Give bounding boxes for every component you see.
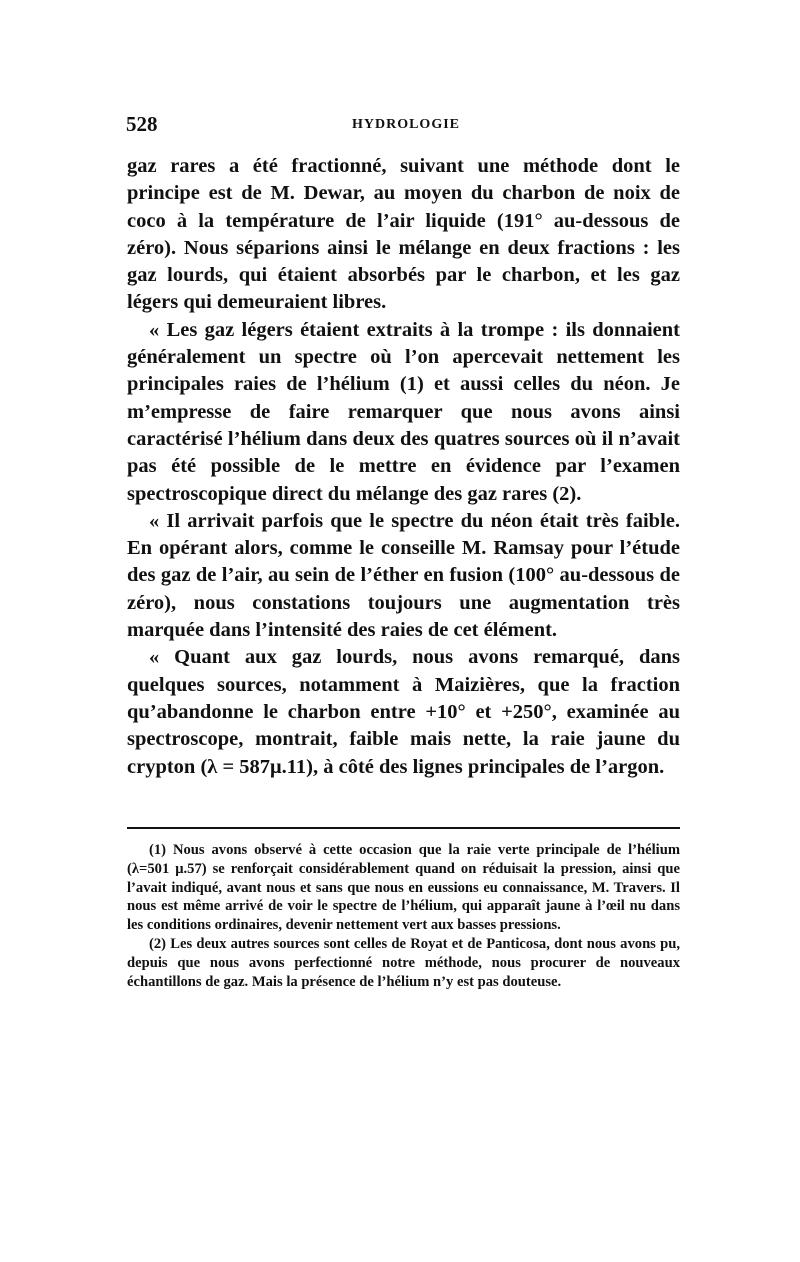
footnote-rule (127, 827, 680, 829)
running-title: HYDROLOGIE (351, 117, 460, 132)
footnotes (127, 841, 680, 991)
paragraph: « Il arrivait parfois que le spectre du néon était très faible. En opérant alors, comme le conseille M. Ramsay pour l’étude des gaz de l’air, au sein de l’éther en fusion (100° au-dessous de zéro), nous constations toujours une augmentation très marquée dans l’intensité des raies de cet élément. (127, 509, 680, 642)
paragraph: « Quant aux gaz lourds, nous avons remarqué, dans quelques sources, notamment à Maizières, que la fraction qu’abandonne le charbon entre +10° et +250°, examinée au spectroscope, montrait, faible mais nette, la raie jaune du crypton (λ = 587μ.11), à côté des lignes principales de l’argon. (127, 646, 680, 778)
footnote: (1) Nous avons observé à cette occasion que la raie verte principale de l’hélium (λ=501 μ.57) se renforçait considérablement quand on réduisait la pression, ainsi que l’avait indiqué, avant nous et sans que nous en eussions eu connaissance, M. Travers. Il nous est même arrivé de voir le spectre de l’hélium, qui apparaît jaune à l’œil nu dans les conditions ordinaires, devenir nettement vert aux basses pressions. (127, 842, 680, 934)
footnote: (2) Les deux autres sources sont celles de Royat et de Panticosa, dont nous avons pu, depuis que nous avons perfectionné notre méthode, nous procurer de nouveaux échantillons de gaz. Mais la présence de l’hélium n’y est pas douteuse. (127, 935, 680, 990)
page-header (126, 112, 686, 142)
paragraph: « Les gaz légers étaient extraits à la trompe : ils donnaient généralement un spectre où l’on apercevait nettement les principales raies de l’hélium (1) et aussi celles du néon. Je m’empresse de faire remarquer que nous avons ainsi caractérisé l’hélium dans deux des quatres sources où il n’avait pas été possible de le mettre en évidence par l’examen spectroscopique direct du mélange des gaz rares (2). (127, 318, 680, 505)
page-number: 528 (126, 112, 158, 136)
main-text (127, 153, 680, 781)
paragraph: gaz rares a été fractionné, suivant une méthode dont le principe est de M. Dewar, au moyen du charbon de noix de coco à la température de l’air liquide (191° au-dessous de zéro). Nous séparions ainsi le mélange en deux fractions : les gaz lourds, qui étaient absorbés par le charbon, et les gaz légers qui demeuraient libres. (127, 155, 680, 314)
